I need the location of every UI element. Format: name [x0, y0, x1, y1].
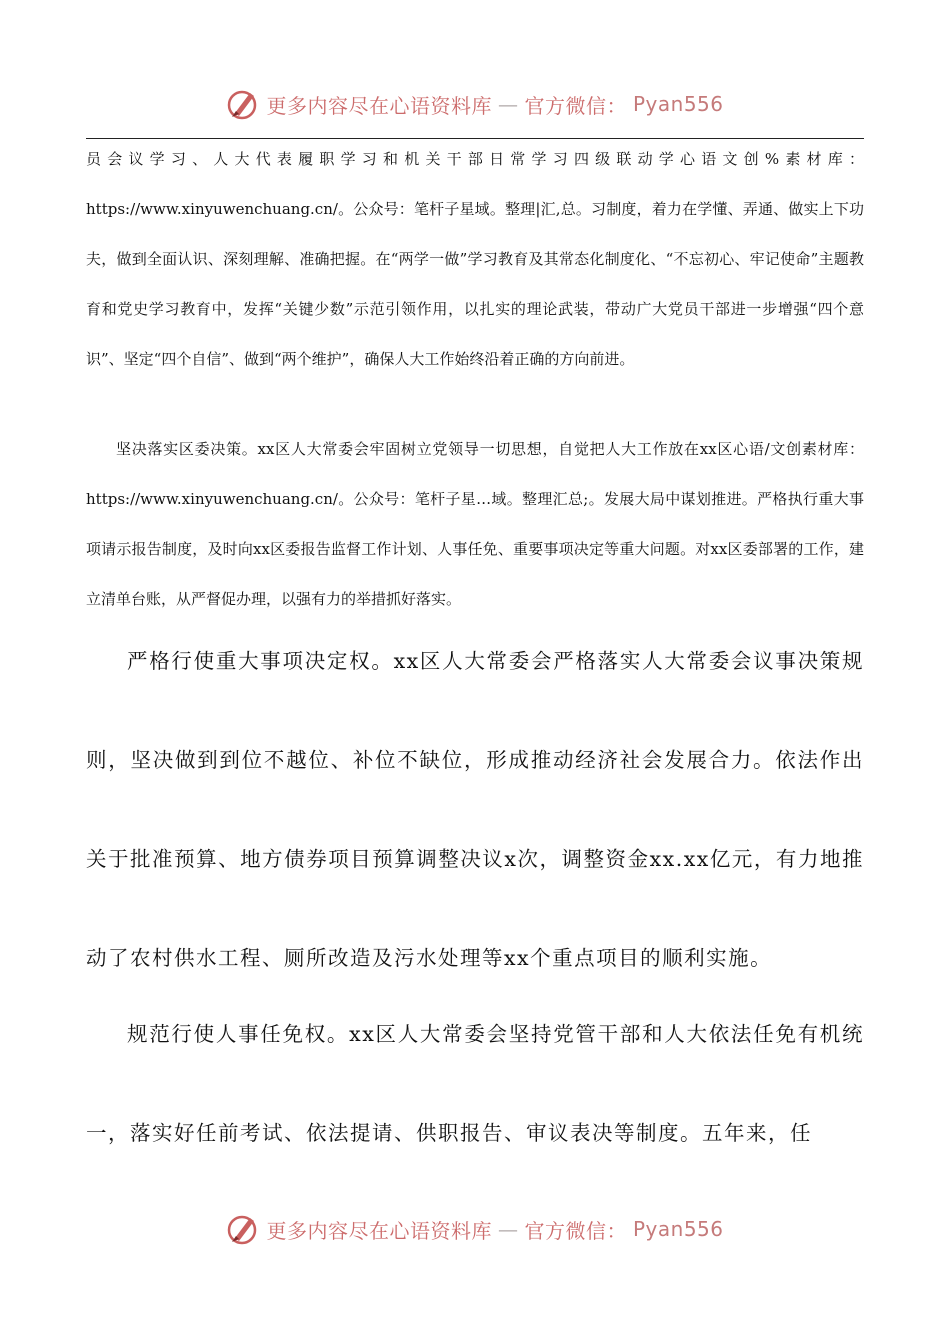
paragraph-2-text: 坚决落实区委决策。xx区人大常委会牢固树立党领导一切思想，自觉把人大工作放在xx区心语/文创素材库：https://www.xinyuwenchuang.cn/。公众号：笔杆子星…域。整理汇总;。发展大局中谋划推进。严格执行重大事项请示报告制度，及时向xx区委报告监督工作计划、人事任免、重要事项决定等重大问题。对xx区委部署的工作，建立清单台账，从严督促办理，以强有力的举措抓好落实。 — [86, 440, 864, 608]
paragraph-4 — [86, 985, 864, 1183]
banner-brand — [226, 87, 723, 121]
banner-wechat-id: Pyan556 — [632, 92, 724, 116]
banner-separator: — — [497, 92, 519, 116]
footer-banner — [0, 1209, 950, 1249]
footer-separator: — — [497, 1217, 519, 1241]
footer-brand — [226, 1212, 723, 1246]
pen-logo-icon — [226, 1212, 260, 1246]
paragraph-2 — [86, 424, 864, 624]
banner-site-name: 更多内容尽在心语资料库 — [266, 93, 492, 118]
paragraph-3-text: 严格行使重大事项决定权。xx区人大常委会严格落实人大常委会议事决策规则，坚决做到到位不越位、补位不缺位，形成推动经济社会发展合力。依法作出关于批准预算、地方债券项目预算调整决议x次，调整资金xx.xx亿元，有力地推动了农村供水工程、厕所改造及污水处理等xx个重点项目的顺利实施。 — [86, 649, 864, 970]
paragraph-1-text: 员会议学习、人大代表履职学习和机关干部日常学习四级联动学心语文创%素材库：https://www.xinyuwenchuang.cn/。公众号：笔杆子星域。整理|汇,总。习制度，着力在学懂、弄通、做实上下功夫，做到全面认识、深刻理解、准确把握。在“两学一做”学习教育及其常态化制度化、“不忘初心、牢记使命”主题教育和党史学习教育中，发挥“关键少数”示范引领作用，以扎实的理论武装，带动广大党员干部进一步增强“四个意识”、坚定“四个自信”、做到“两个维护”，确保人大工作始终沿着正确的方向前进。 — [86, 150, 864, 368]
paragraph-1 — [86, 134, 864, 384]
footer-site-name: 更多内容尽在心语资料库 — [266, 1218, 492, 1243]
pen-logo-icon — [226, 87, 260, 121]
header-banner — [0, 84, 950, 124]
footer-wechat-id: Pyan556 — [632, 1217, 724, 1241]
banner-wechat-label: 官方微信： — [524, 93, 627, 118]
footer-wechat-label: 官方微信： — [524, 1218, 627, 1243]
paragraph-3 — [86, 612, 864, 1008]
paragraph-4-text: 规范行使人事任免权。xx区人大常委会坚持党管干部和人大依法任免有机统一，落实好任前考试、依法提请、供职报告、审议表决等制度。五年来，任 — [86, 1022, 864, 1145]
